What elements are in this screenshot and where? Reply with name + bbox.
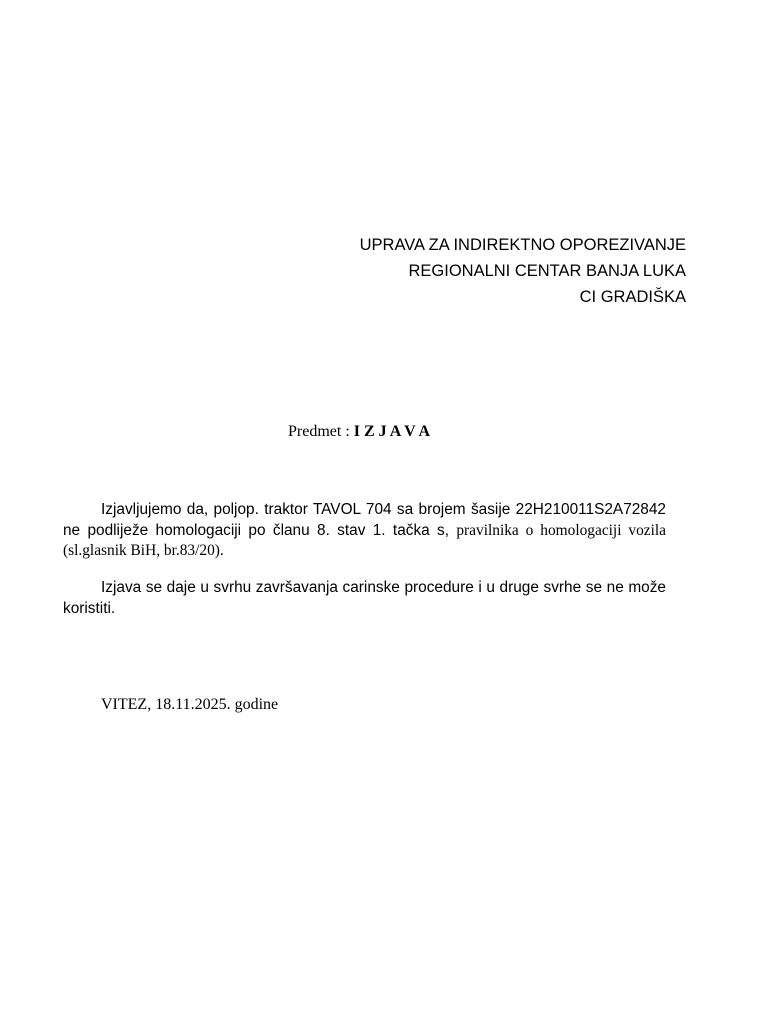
recipient-line-customs-office: CI GRADIŠKA <box>579 288 686 306</box>
recipient-block <box>360 232 686 310</box>
subject-line <box>288 421 430 443</box>
place-date: VITEZ, 18.11.2025. godine <box>101 696 279 713</box>
statement-text-reference: pravilnika o homologaciji vozila (sl.glasnik BiH, br.83/20). <box>63 521 666 559</box>
statement-paragraph <box>63 500 666 562</box>
purpose-paragraph: Izjava se daje u svrhu završavanja carinske procedure i u druge svrhe se ne može koristiti. <box>63 579 666 617</box>
recipient-line-regional-center: REGIONALNI CENTAR BANJA LUKA <box>408 262 686 280</box>
statement-text: Izjavljujemo da, poljop. traktor TAVOL 704 sa brojem šasije 22H210011S2A72842 ne podliježe homologaciji po članu 8. stav 1. tačka s, <box>63 501 666 539</box>
subject-title: I Z J A V A <box>353 423 431 440</box>
subject-label: Predmet : <box>288 423 354 440</box>
recipient-line-authority: UPRAVA ZA INDIREKTNO OPOREZIVANJE <box>359 236 686 254</box>
